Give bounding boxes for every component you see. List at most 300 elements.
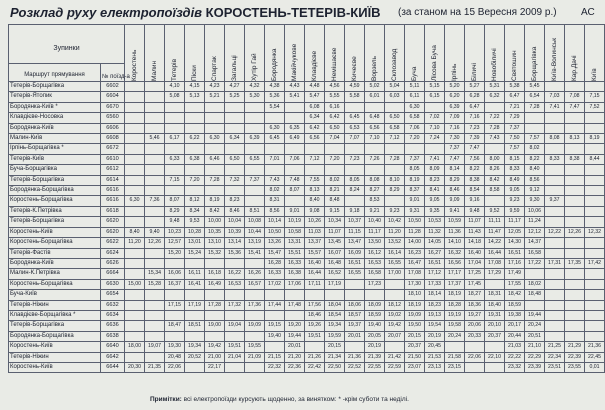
time-cell — [125, 310, 145, 320]
route-cell: Клавдієве-Борщагівка * — [9, 310, 101, 320]
time-cell — [205, 165, 225, 175]
time-cell — [205, 113, 225, 123]
time-cell: 18,59 — [505, 300, 525, 310]
time-cell: 21,35 — [145, 362, 165, 372]
station-name: Клавдієве — [311, 50, 318, 81]
time-cell — [305, 144, 325, 154]
time-cell: 19,40 — [365, 321, 385, 331]
time-cell: 4,32 — [245, 82, 265, 92]
route-label-cell — [9, 64, 101, 82]
station-header — [385, 25, 405, 82]
time-cell: 6,56 — [365, 123, 385, 133]
time-cell — [525, 113, 545, 123]
station-name: Загальці — [231, 55, 238, 81]
time-cell — [365, 290, 385, 300]
time-cell: 19,59 — [325, 331, 345, 341]
time-cell: 8,46 — [445, 186, 465, 196]
time-cell — [205, 331, 225, 341]
time-cell: 19,55 — [245, 342, 265, 352]
time-cell: 8,08 — [545, 134, 565, 144]
time-cell: 12,26 — [145, 238, 165, 248]
time-cell: 17,35 — [565, 258, 585, 268]
time-cell: 16,40 — [305, 258, 325, 268]
time-cell: 16,41 — [185, 279, 205, 289]
time-cell: 17,11 — [305, 279, 325, 289]
time-cell — [185, 310, 205, 320]
time-cell: 16,28 — [265, 258, 285, 268]
time-cell — [145, 82, 165, 92]
time-cell — [165, 310, 185, 320]
time-cell: 13,26 — [265, 238, 285, 248]
time-cell — [125, 206, 145, 216]
time-cell: 20,45 — [425, 342, 445, 352]
station-name: Спартак — [211, 56, 218, 81]
route-cell: Коростень-Київ — [9, 342, 101, 352]
time-cell — [345, 144, 365, 154]
time-cell: 17,12 — [425, 269, 445, 279]
time-cell: 6,30 — [405, 102, 425, 112]
time-cell — [585, 331, 605, 341]
time-cell: 8,48 — [325, 196, 345, 206]
time-cell: 7,32 — [225, 175, 245, 185]
time-cell — [205, 310, 225, 320]
time-cell: 20,24 — [525, 321, 545, 331]
time-cell: 11,36 — [445, 227, 465, 237]
time-cell — [545, 206, 565, 216]
time-cell — [185, 113, 205, 123]
time-cell: 22,34 — [545, 352, 565, 362]
train-number-cell: 6670 — [101, 102, 125, 112]
time-cell: 21,10 — [525, 342, 545, 352]
time-cell — [165, 186, 185, 196]
time-cell: 16,12 — [365, 248, 385, 258]
time-cell: 9,52 — [485, 206, 505, 216]
time-cell: 7,28 — [385, 154, 405, 164]
train-number-cell: 6606 — [101, 123, 125, 133]
time-cell: 16,38 — [285, 269, 305, 279]
time-cell: 20,52 — [185, 352, 205, 362]
time-cell: 4,23 — [205, 82, 225, 92]
time-cell: 5,55 — [325, 92, 345, 102]
time-cell — [545, 310, 565, 320]
time-cell: 10,42 — [385, 217, 405, 227]
time-cell: 4,27 — [225, 82, 245, 92]
time-cell — [245, 113, 265, 123]
table-row — [9, 279, 605, 289]
time-cell — [225, 331, 245, 341]
time-cell: 8,51 — [245, 206, 265, 216]
time-cell: 16,56 — [445, 258, 465, 268]
route-cell: Буча-Київ — [9, 290, 101, 300]
time-cell — [545, 165, 565, 175]
time-cell — [545, 238, 565, 248]
time-cell: 21,29 — [565, 342, 585, 352]
station-header — [485, 25, 505, 82]
table-row — [9, 154, 605, 164]
time-cell — [365, 144, 385, 154]
time-cell: 20,01 — [345, 331, 365, 341]
time-cell: 6,39 — [445, 102, 465, 112]
time-cell: 18,14 — [425, 290, 445, 300]
time-cell: 10,06 — [525, 206, 545, 216]
route-cell: Ірпінь-Борщагівка * — [9, 144, 101, 154]
time-cell — [525, 123, 545, 133]
time-cell: 19,20 — [285, 321, 305, 331]
time-cell — [345, 196, 365, 206]
time-cell: 19,19 — [445, 310, 465, 320]
station-name: Піски — [191, 65, 198, 81]
time-cell: 7,37 — [405, 154, 425, 164]
time-cell: 20,05 — [365, 331, 385, 341]
time-cell: 16,18 — [205, 269, 225, 279]
time-cell: 5,08 — [165, 92, 185, 102]
time-cell — [585, 196, 605, 206]
time-cell: 20,19 — [365, 342, 385, 352]
time-cell: 20,51 — [525, 331, 545, 341]
route-cell: Бородянка-Київ — [9, 258, 101, 268]
time-cell — [245, 331, 265, 341]
time-cell — [345, 279, 365, 289]
time-cell: 10,53 — [425, 217, 445, 227]
stops-label-cell — [9, 25, 125, 64]
time-cell — [245, 123, 265, 133]
time-cell — [225, 186, 245, 196]
time-cell — [225, 165, 245, 175]
time-cell: 12,22 — [545, 227, 565, 237]
station-header — [345, 25, 365, 82]
time-cell: 18,10 — [405, 290, 425, 300]
station-header — [165, 25, 185, 82]
time-cell: 21,53 — [425, 352, 445, 362]
time-cell: 8,19 — [585, 134, 605, 144]
time-cell — [465, 342, 485, 352]
train-number-cell: 6632 — [101, 300, 125, 310]
train-number-cell: 6608 — [101, 134, 125, 144]
time-cell: 4,56 — [325, 82, 345, 92]
time-cell: 8,42 — [485, 175, 505, 185]
station-header — [545, 25, 565, 82]
time-cell: 11,11 — [485, 217, 505, 227]
time-cell — [305, 165, 325, 175]
time-cell — [125, 102, 145, 112]
time-cell: 14,18 — [465, 238, 485, 248]
timetable-title — [10, 5, 381, 20]
time-cell: 16,37 — [165, 279, 185, 289]
time-cell: 5,46 — [145, 134, 165, 144]
time-cell: 16,22 — [225, 269, 245, 279]
time-cell: 23,32 — [505, 362, 525, 372]
time-cell: 17,23 — [365, 279, 385, 289]
time-cell: 19,30 — [165, 342, 185, 352]
table-row — [9, 175, 605, 185]
time-cell: 17,08 — [485, 258, 505, 268]
time-cell — [385, 196, 405, 206]
station-header — [405, 25, 425, 82]
time-cell: 13,37 — [305, 238, 325, 248]
time-cell: 10,40 — [365, 217, 385, 227]
time-cell — [385, 279, 405, 289]
time-cell: 8,02 — [265, 186, 285, 196]
time-cell: 7,01 — [265, 154, 285, 164]
route-cell: Коростень-Борщагівка — [9, 279, 101, 289]
time-cell: 19,09 — [245, 321, 265, 331]
time-cell — [385, 165, 405, 175]
time-cell: 8,05 — [405, 165, 425, 175]
time-cell — [565, 186, 585, 196]
time-cell: 8,07 — [285, 186, 305, 196]
time-cell: 6,17 — [165, 134, 185, 144]
time-cell: 9,37 — [545, 196, 565, 206]
train-number-cell: 6622 — [101, 238, 125, 248]
time-cell — [585, 82, 605, 92]
time-cell — [245, 102, 265, 112]
time-cell: 9,15 — [325, 206, 345, 216]
time-cell: 18,51 — [185, 321, 205, 331]
station-header — [585, 25, 605, 82]
time-cell: 7,07 — [345, 134, 365, 144]
time-cell: 19,13 — [425, 310, 445, 320]
time-cell: 7,06 — [285, 154, 305, 164]
station-header — [205, 25, 225, 82]
time-cell: 17,06 — [285, 279, 305, 289]
time-cell: 14,10 — [445, 238, 465, 248]
time-cell: 9,01 — [405, 196, 425, 206]
time-cell: 8,37 — [405, 186, 425, 196]
time-cell: 8,22 — [525, 154, 545, 164]
time-cell — [485, 144, 505, 154]
time-cell — [265, 144, 285, 154]
time-cell: 17,29 — [485, 269, 505, 279]
time-cell — [165, 144, 185, 154]
station-header — [505, 25, 525, 82]
time-cell: 11,03 — [305, 227, 325, 237]
time-cell — [265, 342, 285, 352]
time-cell: 17,44 — [265, 300, 285, 310]
time-cell: 10,26 — [305, 217, 325, 227]
time-cell: 6,50 — [225, 154, 245, 164]
time-cell — [565, 113, 585, 123]
time-cell — [485, 196, 505, 206]
time-cell: 8,53 — [365, 196, 385, 206]
time-cell: 16,06 — [165, 269, 185, 279]
time-cell: 10,50 — [405, 217, 425, 227]
time-cell: 18,59 — [365, 310, 385, 320]
station-header — [285, 25, 305, 82]
station-name: Новобіличі — [491, 48, 498, 81]
time-cell: 5,41 — [285, 92, 305, 102]
time-cell: 7,29 — [505, 113, 525, 123]
station-name: Біличі — [471, 63, 478, 81]
route-cell: Тетерів-К.Петрівка — [9, 206, 101, 216]
time-cell: 19,26 — [305, 321, 325, 331]
time-cell — [545, 290, 565, 300]
time-cell: 16,40 — [465, 248, 485, 258]
time-cell: 9,18 — [345, 206, 365, 216]
time-cell — [185, 362, 205, 372]
time-cell: 7,02 — [425, 113, 445, 123]
time-cell: 18,47 — [165, 321, 185, 331]
footnote-text: всі електропоїзди курсують щоденно, за винятком: — [183, 396, 337, 403]
train-label: № поїзд-а — [102, 74, 130, 80]
time-cell: 9,08 — [305, 206, 325, 216]
time-cell — [125, 186, 145, 196]
time-cell: 19,51 — [305, 331, 325, 341]
route-cell: Тетерів-Борщагівка — [9, 321, 101, 331]
time-cell: 9,23 — [505, 196, 525, 206]
time-cell — [425, 102, 445, 112]
time-cell: 15,36 — [225, 248, 245, 258]
time-cell: 18,28 — [445, 300, 465, 310]
time-cell: 9,48 — [165, 217, 185, 227]
time-cell: 9,12 — [525, 186, 545, 196]
time-cell: 10,50 — [265, 227, 285, 237]
time-cell — [125, 144, 145, 154]
time-cell: 11,47 — [485, 227, 505, 237]
time-cell — [245, 310, 265, 320]
time-cell: 22,36 — [285, 362, 305, 372]
time-cell — [205, 258, 225, 268]
time-cell — [145, 290, 165, 300]
time-cell: 8,02 — [325, 175, 345, 185]
train-number-cell: 6614 — [101, 175, 125, 185]
table-row — [9, 269, 605, 279]
time-cell — [485, 279, 505, 289]
time-cell: 5,25 — [225, 92, 245, 102]
time-cell: 6,58 — [385, 123, 405, 133]
time-cell — [285, 165, 305, 175]
time-cell: 11,17 — [365, 227, 385, 237]
station-name: Ворзель — [371, 56, 378, 81]
time-cell — [145, 175, 165, 185]
time-cell: 23,51 — [545, 362, 565, 372]
time-cell: 5,38 — [505, 82, 525, 92]
time-cell: 5,21 — [205, 92, 225, 102]
time-cell: 9,01 — [285, 206, 305, 216]
time-cell: 12,57 — [165, 238, 185, 248]
train-number-cell: 6644 — [101, 362, 125, 372]
time-cell: 7,03 — [545, 92, 565, 102]
train-number-cell: 6640 — [101, 342, 125, 352]
time-cell: 8,33 — [505, 165, 525, 175]
time-cell: 0,01 — [585, 362, 605, 372]
time-cell — [225, 258, 245, 268]
route-cell: Коростень-Київ — [9, 227, 101, 237]
time-cell: 16,44 — [305, 269, 325, 279]
time-cell — [565, 331, 585, 341]
time-cell: 8,29 — [385, 186, 405, 196]
table-row — [9, 310, 605, 320]
time-cell — [125, 217, 145, 227]
station-name: Борщагівка — [531, 46, 538, 81]
time-cell: 8,22 — [465, 165, 485, 175]
time-cell — [585, 165, 605, 175]
station-name: Хутір Гай — [251, 53, 258, 81]
time-cell — [385, 342, 405, 352]
time-cell — [185, 102, 205, 112]
time-cell: 7,41 — [545, 102, 565, 112]
route-cell: Коростень-Київ — [9, 362, 101, 372]
time-cell — [565, 144, 585, 154]
time-cell — [545, 123, 565, 133]
time-cell: 8,29 — [445, 175, 465, 185]
time-cell: 21,26 — [305, 352, 325, 362]
time-cell — [265, 310, 285, 320]
time-cell: 17,33 — [425, 279, 445, 289]
time-cell: 16,07 — [325, 248, 345, 258]
time-cell: 9,30 — [525, 196, 545, 206]
time-cell: 11,20 — [385, 227, 405, 237]
time-cell — [245, 144, 265, 154]
table-row — [9, 217, 605, 227]
train-number-cell: 6624 — [101, 248, 125, 258]
time-cell: 7,09 — [445, 113, 465, 123]
table-row — [9, 102, 605, 112]
time-cell — [565, 248, 585, 258]
time-cell: 15,34 — [145, 269, 165, 279]
time-cell: 18,57 — [345, 310, 365, 320]
time-cell — [285, 113, 305, 123]
table-row — [9, 206, 605, 216]
time-cell: 8,38 — [465, 175, 485, 185]
time-cell — [125, 175, 145, 185]
footnote — [150, 396, 409, 403]
time-cell: 6,53 — [345, 123, 365, 133]
route-cell: Тетерів-Ніжин — [9, 300, 101, 310]
time-cell: 8,19 — [405, 175, 425, 185]
time-cell — [545, 269, 565, 279]
time-cell: 19,00 — [205, 321, 225, 331]
time-cell: 6,50 — [325, 123, 345, 133]
time-cell: 7,24 — [425, 134, 445, 144]
time-cell: 18,23 — [425, 300, 445, 310]
time-cell — [585, 123, 605, 133]
time-cell — [145, 206, 165, 216]
time-cell — [145, 352, 165, 362]
route-cell: Клавдієве-Носовка — [9, 113, 101, 123]
time-cell: 19,34 — [325, 321, 345, 331]
time-cell — [225, 310, 245, 320]
time-cell: 12,26 — [565, 227, 585, 237]
time-cell: 14,30 — [505, 238, 525, 248]
time-cell: 8,23 — [425, 175, 445, 185]
station-header — [425, 25, 445, 82]
time-cell: 17,28 — [205, 300, 225, 310]
train-number-cell: 6636 — [101, 321, 125, 331]
time-cell: 23,39 — [525, 362, 545, 372]
time-cell — [585, 269, 605, 279]
time-cell: 19,40 — [265, 331, 285, 341]
time-cell: 19,07 — [145, 342, 165, 352]
timetable-header — [10, 4, 604, 24]
time-cell: 21,42 — [385, 352, 405, 362]
time-cell — [585, 186, 605, 196]
time-cell: 7,43 — [265, 175, 285, 185]
time-cell — [185, 331, 205, 341]
table-row — [9, 362, 605, 372]
time-cell — [165, 290, 185, 300]
time-cell: 10,58 — [285, 227, 305, 237]
table-row — [9, 321, 605, 331]
station-header — [465, 25, 485, 82]
time-cell: 22,50 — [325, 362, 345, 372]
time-cell: 13,19 — [245, 238, 265, 248]
time-cell: 11,28 — [405, 227, 425, 237]
time-cell — [585, 113, 605, 123]
station-name: Буча — [411, 66, 418, 81]
time-cell: 15,32 — [205, 248, 225, 258]
time-cell: 7,23 — [345, 154, 365, 164]
time-cell: 21,36 — [345, 352, 365, 362]
